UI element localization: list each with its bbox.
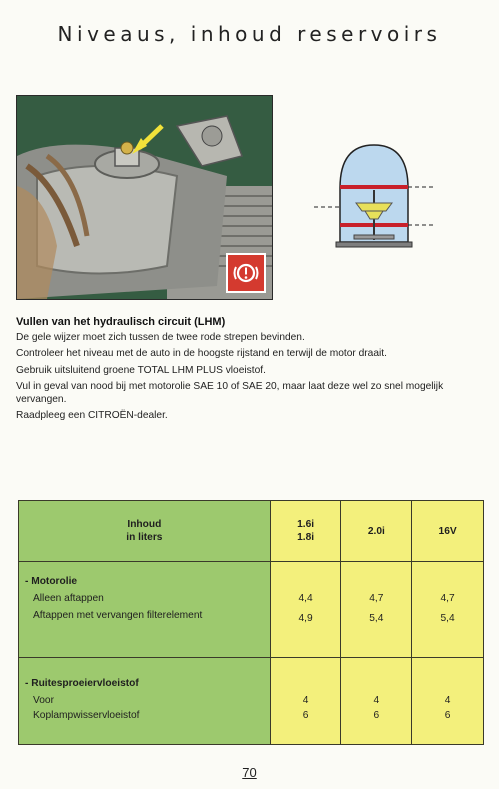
category-cell <box>19 658 271 745</box>
table-row <box>19 658 484 745</box>
value: 4 <box>302 695 309 706</box>
page-number: 70 <box>242 765 257 780</box>
value: 4 <box>444 695 451 706</box>
variant-header <box>270 501 341 562</box>
variant-line: 1.6i <box>297 519 315 530</box>
value: 6 <box>373 710 380 721</box>
variant-header <box>412 501 484 562</box>
value: 4,7 <box>369 593 384 604</box>
header-capacity-cell <box>19 501 271 562</box>
value-cell <box>412 658 484 745</box>
category-title: - Motorolie <box>25 576 78 587</box>
value-cell <box>412 562 484 658</box>
value: 4,9 <box>298 613 313 624</box>
value: 4,7 <box>440 593 455 604</box>
variant-header <box>341 501 412 562</box>
header-line: in liters <box>126 532 163 543</box>
hydraulic-paragraph: De gele wijzer moet zich tussen de twee rode strepen bevinden. <box>16 331 305 343</box>
reservoir-level-diagram <box>310 140 450 255</box>
capacity-table <box>18 500 484 745</box>
category-item: Aftappen met vervangen filterelement <box>33 610 203 621</box>
value: 4,4 <box>298 593 313 604</box>
hydraulic-paragraph: Raadpleeg een CITROËN-dealer. <box>16 410 168 421</box>
hydraulic-paragraph: Gebruik uitsluitend groene TOTAL LHM PLUS vloeistof. <box>16 364 266 376</box>
table-header-row <box>19 501 484 562</box>
category-item: Koplampwisservloeistof <box>33 710 140 721</box>
variant-line: 2.0i <box>367 525 385 537</box>
category-item: Voor <box>33 695 54 706</box>
value-cell <box>270 658 341 745</box>
value: 4 <box>373 695 380 706</box>
value: 5,4 <box>440 613 455 624</box>
brake-warning-icon <box>226 253 266 293</box>
hydraulic-heading: Vullen van het hydraulisch circuit (LHM) <box>16 316 226 328</box>
value-cell <box>341 658 412 745</box>
value: 6 <box>444 710 451 721</box>
value-cell <box>270 562 341 658</box>
value: 6 <box>302 710 309 721</box>
category-item: Alleen aftappen <box>33 593 104 604</box>
variant-line: 1.8i <box>297 532 315 543</box>
table-row <box>19 562 484 658</box>
hydraulic-paragraph: Controleer het niveau met de auto in de hoogste rijstand en terwijl de motor draait. <box>16 348 387 359</box>
category-title: - Ruitesproeiervloeistof <box>25 678 139 689</box>
header-line: Inhoud <box>127 519 162 530</box>
hydraulic-paragraph: Vul in geval van nood bij met motorolie SAE 10 of SAE 20, maar laat deze wel zo snel mogelijk vervangen. <box>16 381 444 405</box>
page-title: Niveaus, inhoud reservoirs <box>57 22 442 46</box>
hydraulic-section <box>16 316 486 427</box>
value-cell <box>341 562 412 658</box>
category-cell <box>19 562 271 658</box>
variant-line: 16V <box>438 525 457 537</box>
engine-bay-photo <box>16 95 273 300</box>
value: 5,4 <box>369 613 384 624</box>
